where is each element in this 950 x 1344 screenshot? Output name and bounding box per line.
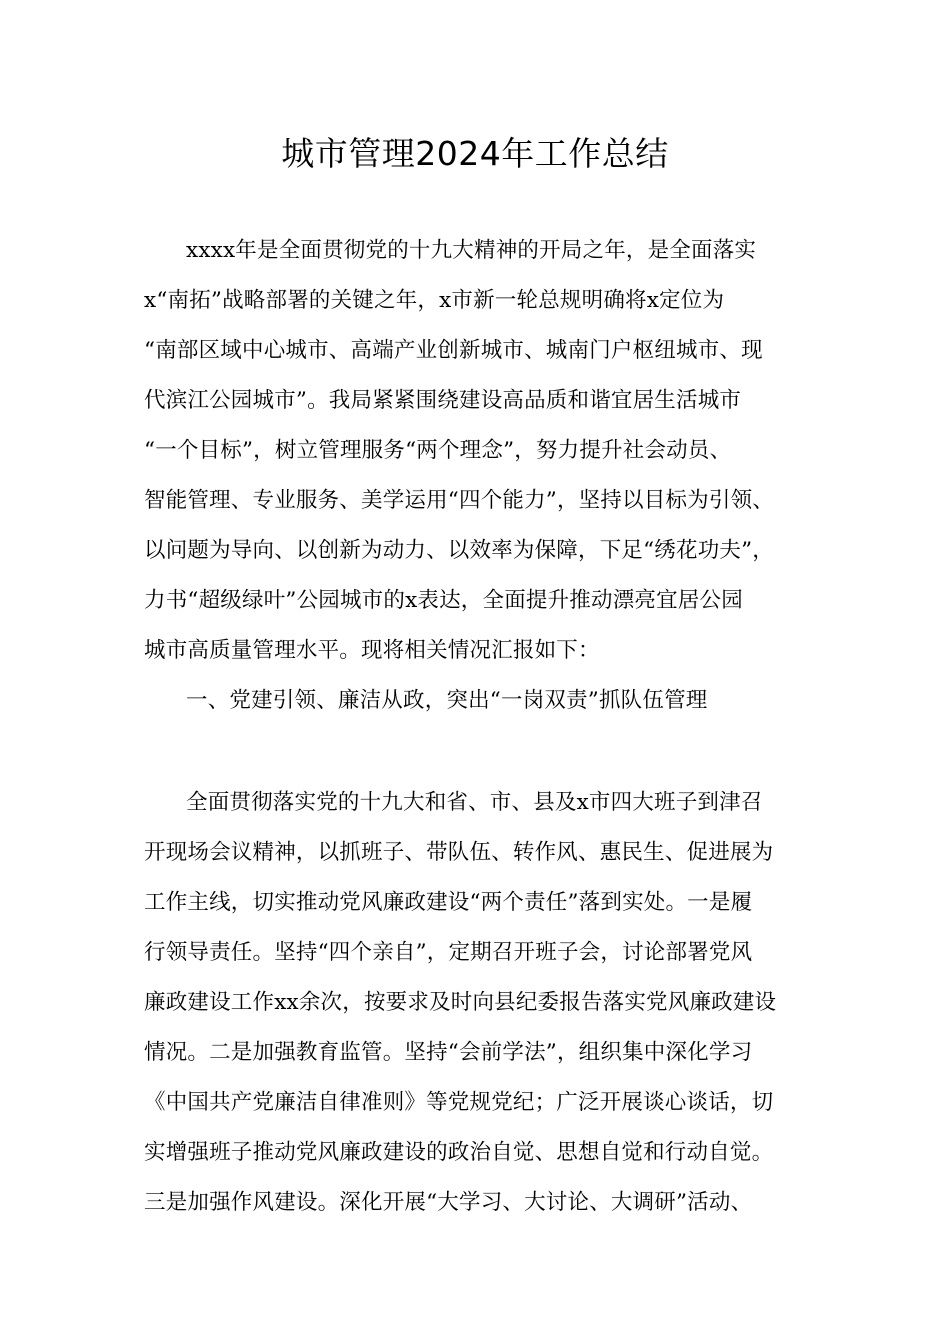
section-heading: 一、党建引领、廉洁从政，突出“一岗双责”抓队伍管理 [186,688,708,713]
paragraph-line: “一个目标”，树立管理服务“两个理念”，努力提升社会动员、 [144,438,732,463]
paragraph-line: 城市高质量管理水平。现将相关情况汇报如下： [144,638,600,663]
paragraph-line: 三是加强作风建设。深化开展“大学习、大讨论、大调研”活动、 [144,1190,753,1215]
paragraph-line: 全面贯彻落实党的十九大和省、市、县及x市四大班子到津召 [186,790,763,815]
paragraph-line: 行领导责任。坚持“四个亲自”，定期召开班子会，讨论部署党风 [144,940,753,965]
paragraph-line: 廉政建设工作xx余次，按要求及时向县纪委报告落实党风廉政建设 [144,990,777,1015]
document-title: 城市管理2024年工作总结 [281,134,669,173]
paragraph-line: “南部区域中心城市、高端产业创新城市、城南门户枢纽城市、现 [144,338,763,363]
paragraph-line: 代滨江公园城市”。我局紧紧围绕建设高品质和谐宜居生活城市 [144,388,742,413]
paragraph-line: 力书“超级绿叶”公园城市的x表达，全面提升推动漂亮宜居公园 [144,588,743,613]
paragraph-line: 工作主线，切实推动党风廉政建设“两个责任”落到实处。一是履 [144,890,753,915]
paragraph-line: xxxx年是全面贯彻党的十九大精神的开局之年，是全面落实 [186,238,757,263]
paragraph-line: 开现场会议精神，以抓班子、带队伍、转作风、惠民生、促进展为 [144,840,774,865]
paragraph-line: 智能管理、专业服务、美学运用“四个能力”，坚持以目标为引领、 [144,488,774,513]
paragraph-line: 实增强班子推动党风廉政建设的政治自觉、思想自觉和行动自觉。 [144,1140,774,1165]
paragraph-line: 情况。二是加强教育监管。坚持“会前学法”，组织集中深化学习 [144,1040,753,1065]
paragraph-line: x“南拓”战略部署的关键之年，x市新一轮总规明确将x定位为 [144,288,725,313]
paragraph-line: 以问题为导向、以创新为动力、以效率为保障，下足“绣花功夫”， [144,538,774,563]
paragraph-line: 《中国共产党廉洁自律准则》等党规党纪；广泛开展谈心谈话，切 [144,1090,774,1115]
